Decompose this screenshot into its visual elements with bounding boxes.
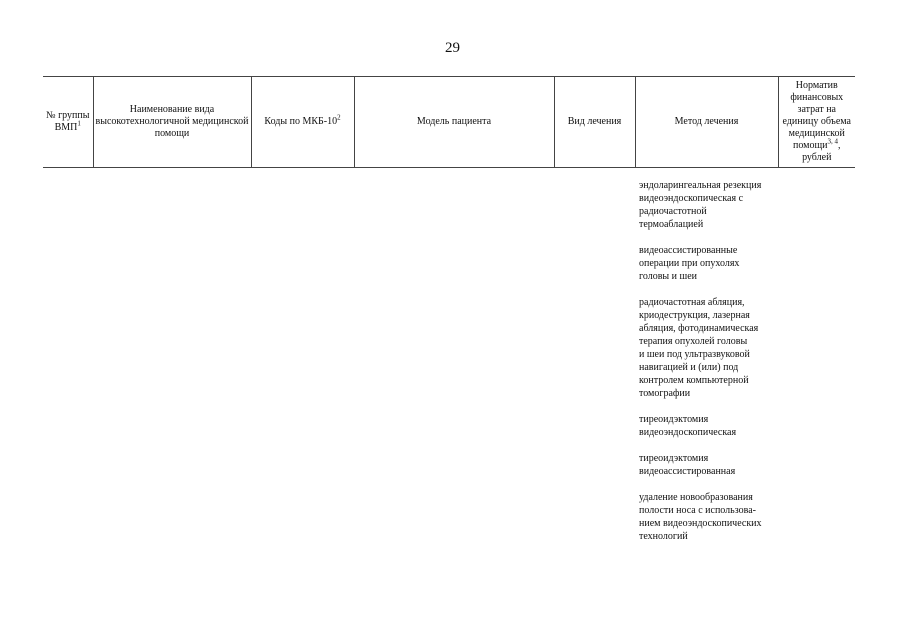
- vmp-table: [43, 76, 855, 556]
- cell-group-number: [43, 168, 93, 557]
- header-treatment-type: Вид лечения: [554, 77, 635, 168]
- cell-treatment-type: [554, 168, 635, 557]
- cell-icd-codes: [251, 168, 354, 557]
- method-item: удаление новообразования полости носа с использова- нием видеоэндоскопических технологий: [639, 492, 762, 542]
- header-cost-norm: Норматив финансовых затрат на единицу объема медицинской помощи$^{3, 4}$, рублей: [778, 77, 855, 168]
- cell-cost-norm: [778, 168, 855, 557]
- cell-vmp-name: [93, 168, 251, 557]
- page-number: 29: [445, 40, 460, 56]
- cell-treatment-method: [635, 168, 778, 557]
- header-group-number: № группы ВМП$^1$: [43, 77, 93, 168]
- header-patient-model: Модель пациента: [354, 77, 554, 168]
- cell-patient-model: [354, 168, 554, 557]
- method-item: эндоларингеальная резекция видеоэндоскопическая с радиочастотной термоаблацией: [639, 180, 762, 230]
- header-icd-codes: Коды по МКБ-$10^2$: [251, 77, 354, 168]
- table-row: [43, 168, 855, 557]
- method-item: видеоассистированные операции при опухолях головы и шеи: [639, 245, 740, 282]
- header-row: [43, 77, 855, 168]
- header-vmp-name: Наименование вида высокотехнологичной медицинской помощи: [93, 77, 251, 168]
- method-item: тиреоидэктомия видеоассистированная: [639, 453, 736, 477]
- method-item: тиреоидэктомия видеоэндоскопическая: [639, 414, 737, 438]
- method-item: радиочастотная абляция, криодеструкция, лазерная абляция, фотодинамическая терапия опухолей головы и шеи под ультразвуковой навигацией и (или) под контролем компьютерной томографии: [639, 297, 759, 399]
- method-list: [635, 168, 778, 543]
- header-treatment-method: Метод лечения: [635, 77, 778, 168]
